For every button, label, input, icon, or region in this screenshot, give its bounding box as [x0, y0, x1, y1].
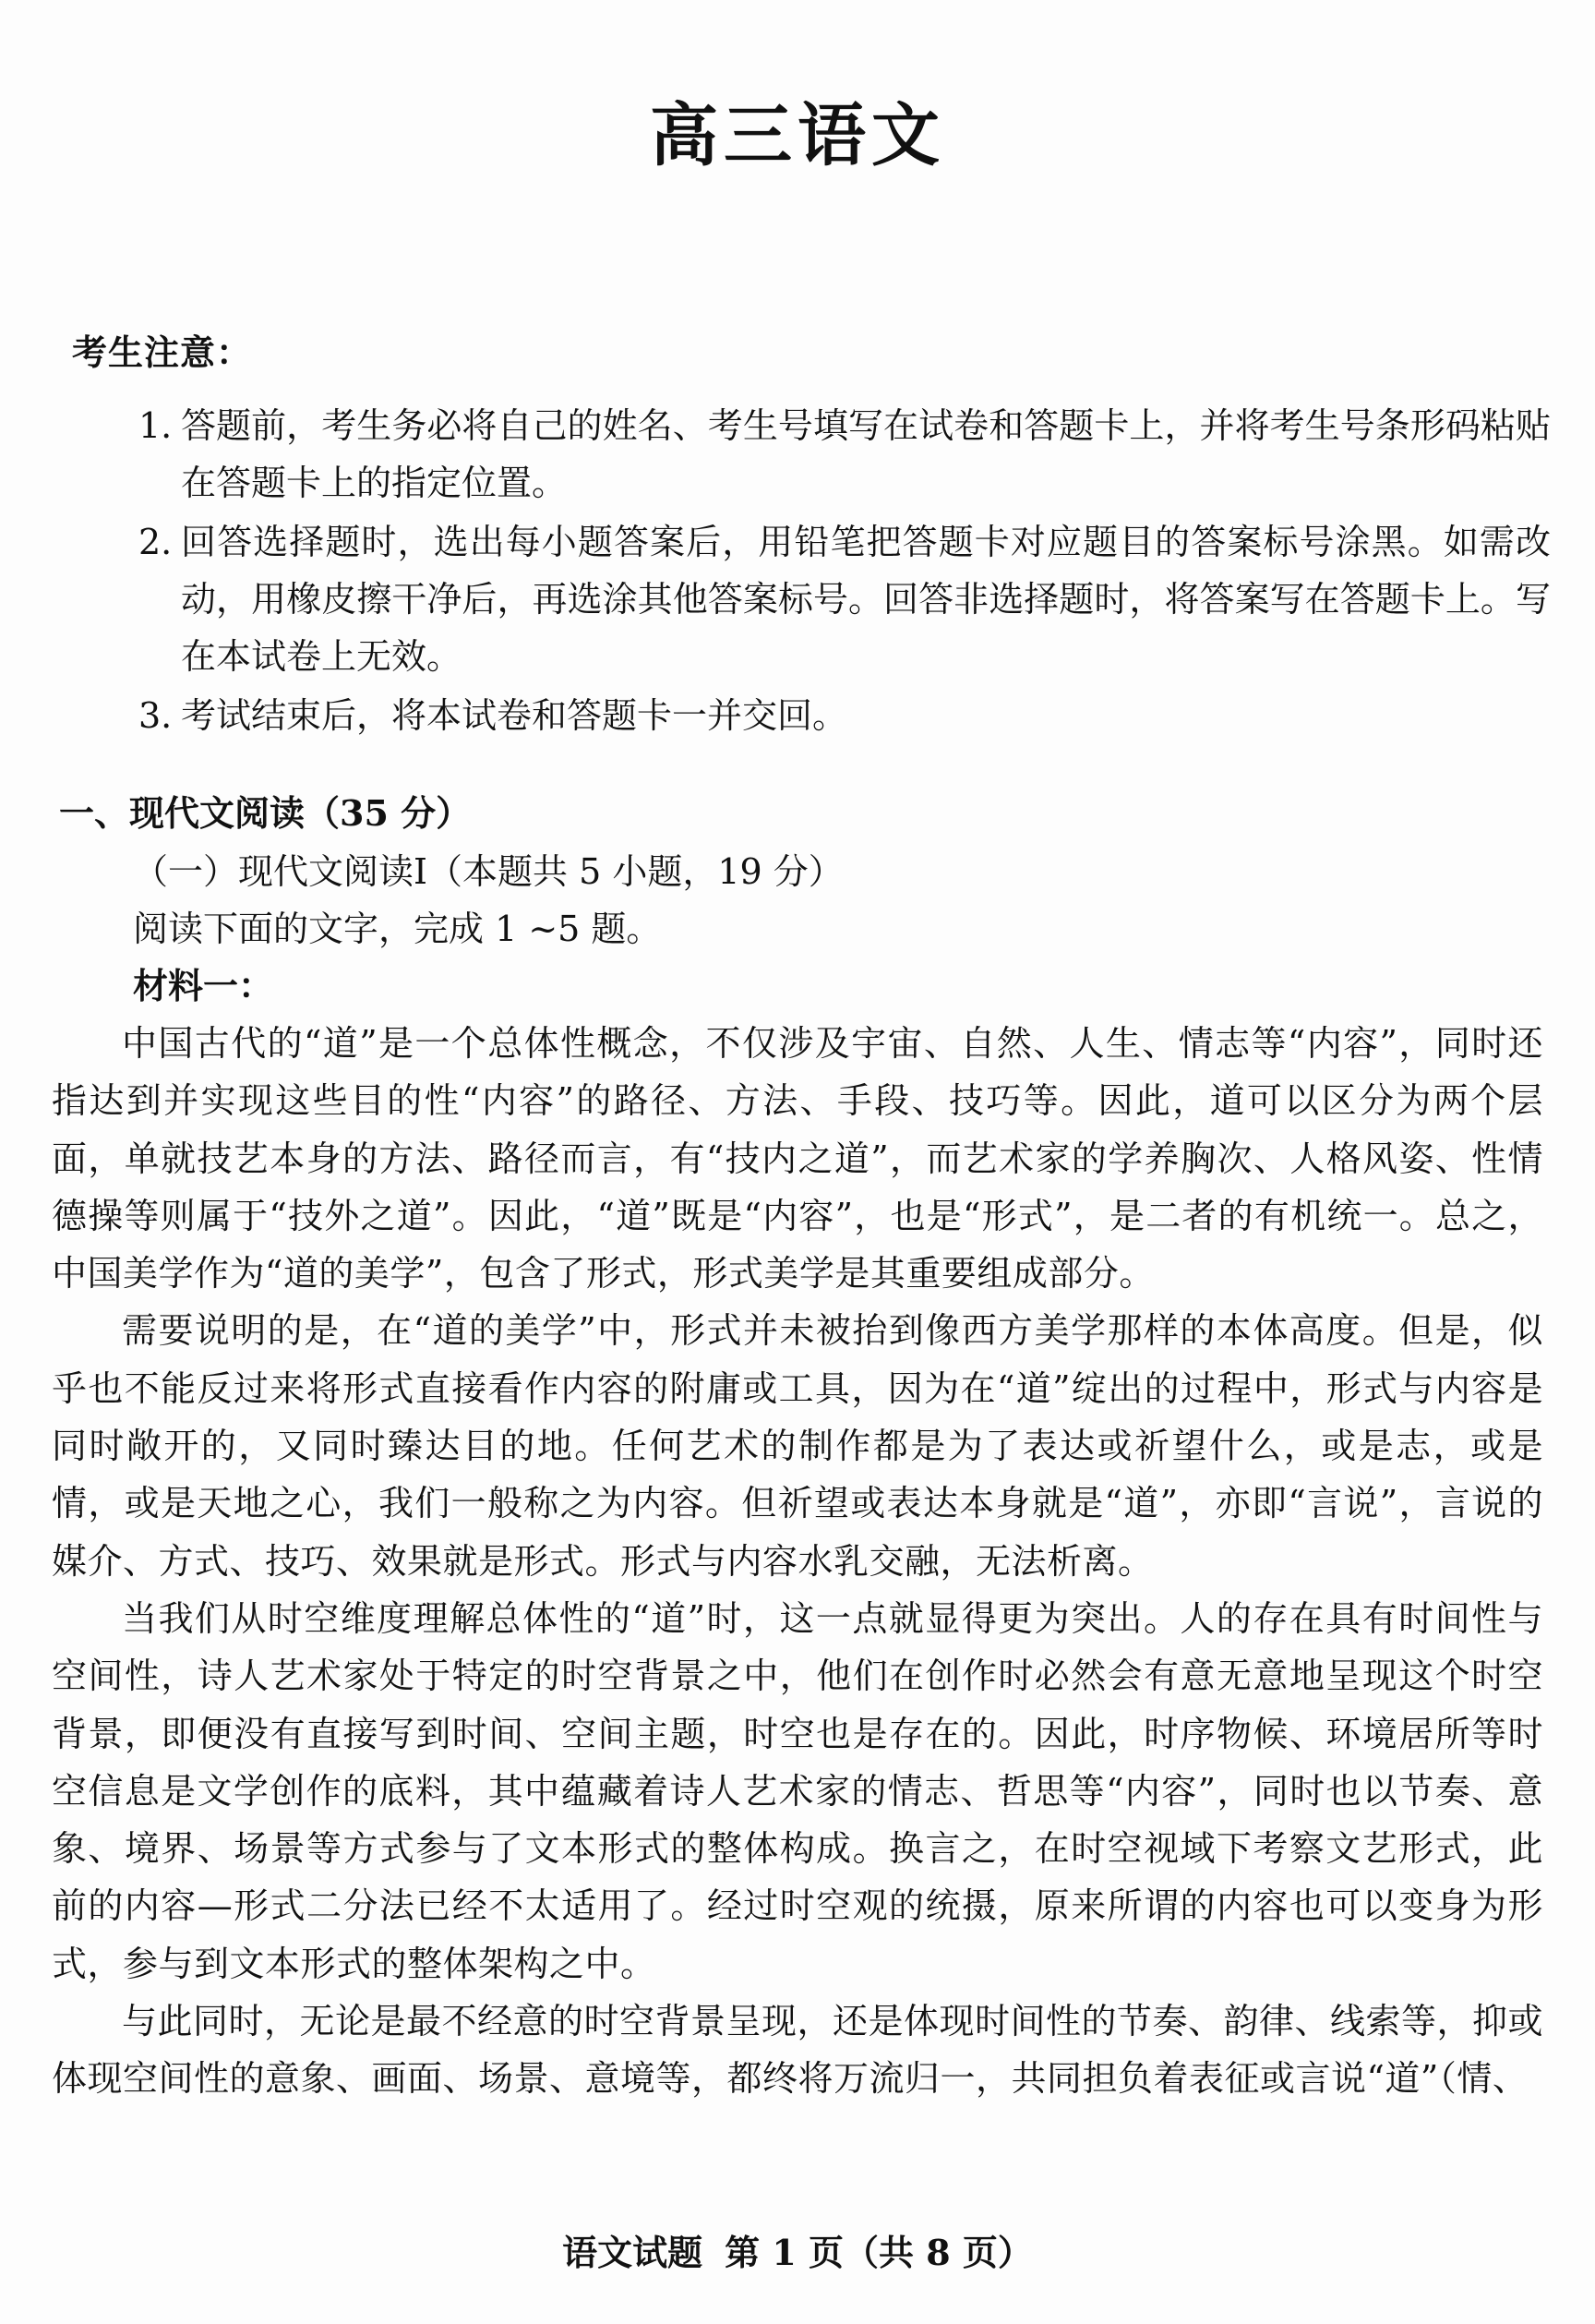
notice-item — [138, 397, 1551, 512]
notice-heading: 考生注意： — [72, 331, 253, 373]
notice-item-number: 1. — [138, 405, 173, 446]
exam-title: 高三语文 — [650, 96, 945, 175]
notice-item — [138, 687, 1551, 744]
material-label: 材料一： — [133, 965, 274, 1006]
footer-subject: 语文试题 — [562, 2232, 703, 2273]
notice-list — [138, 397, 1551, 746]
notice-item-text: 考试结束后，将本试卷和答题卡一并交回。 — [181, 695, 848, 736]
page-footer — [0, 2227, 1595, 2279]
footer-page-number: 第 1 页（共 8 页） — [725, 2232, 1033, 2273]
passage-paragraph: 需要说明的是，在“道的美学”中，形式并未被抬到像西方美学那样的本体高度。但是，似乎也不能反过来将形式直接看作内容的附庸或工具，因为在“道”绽出的过程中，形式与内容是同时敞开的，又同时臻达目的地。任何艺术的制作都是为了表达或祈望什么，或是志，或是情，或是天地之心，我们一般称之为内容。但祈望或表达本身就是“道”，亦即“言说”，言说的媒介、方式、技巧、效果就是形式。形式与内容水乳交融，无法析离。 — [52, 1310, 1543, 1582]
section-heading: 一、现代文阅读（35 分） — [59, 792, 472, 834]
passage-paragraph: 中国古代的“道”是一个总体性概念，不仅涉及宇宙、自然、人生、情志等“内容”，同时还指达到并实现这些目的性“内容”的路径、方法、手段、技巧等。因此，道可以区分为两个层面，单就技艺本身的方法、路径而言，有“技内之道”，而艺术家的学养胸次、人格风姿、性情德操等则属于“技外之道”。因此，“道”既是“内容”，也是“形式”，是二者的有机统一。总之，中国美学作为“道的美学”，包含了形式，形式美学是其重要组成部分。 — [52, 1023, 1543, 1294]
notice-item-text: 答题前，考生务必将自己的姓名、考生号填写在试卷和答题卡上，并将考生号条形码粘贴在答题卡上的指定位置。 — [181, 405, 1551, 503]
reading-passage — [52, 1015, 1543, 2108]
notice-item-text: 回答选择题时，选出每小题答案后，用铅笔把答题卡对应题目的答案标号涂黑。如需改动，用橡皮擦干净后，再选涂其他答案标号。回答非选择题时，将答案写在答题卡上。写在本试卷上无效。 — [181, 522, 1551, 677]
notice-item-number: 3. — [138, 695, 173, 736]
notice-item — [138, 513, 1551, 685]
passage-paragraph: 与此同时，无论是最不经意的时空背景呈现，还是体现时间性的节奏、韵律、线索等，抑或体现空间性的意象、画面、场景、意境等，都终将万流归一，共同担负着表征或言说“道”（情、 — [52, 2001, 1544, 2100]
subsection-heading: （一）现代文阅读Ⅰ（本题共 5 小题，19 分） — [133, 851, 844, 892]
passage-paragraph: 当我们从时空维度理解总体性的“道”时，这一点就显得更为突出。人的存在具有时间性与空间性，诗人艺术家处于特定的时空背景之中，他们在创作时必然会有意无意地呈现这个时空背景，即便没有直接写到时间、空间主题，时空也是存在的。因此，时序物候、环境居所等时空信息是文学创作的底料，其中蕴藏着诗人艺术家的情志、哲思等“内容”，同时也以节奏、意象、境界、场景等方式参与了文本形式的整体构成。换言之，在时空视域下考察文艺形式，此前的内容—形式二分法已经不太适用了。经过时空观的统摄，原来所谓的内容也可以变身为形式，参与到文本形式的整体架构之中。 — [52, 1597, 1543, 1984]
reading-instruction: 阅读下面的文字，完成 1 ~5 题。 — [133, 909, 662, 949]
notice-item-number: 2. — [138, 522, 173, 562]
